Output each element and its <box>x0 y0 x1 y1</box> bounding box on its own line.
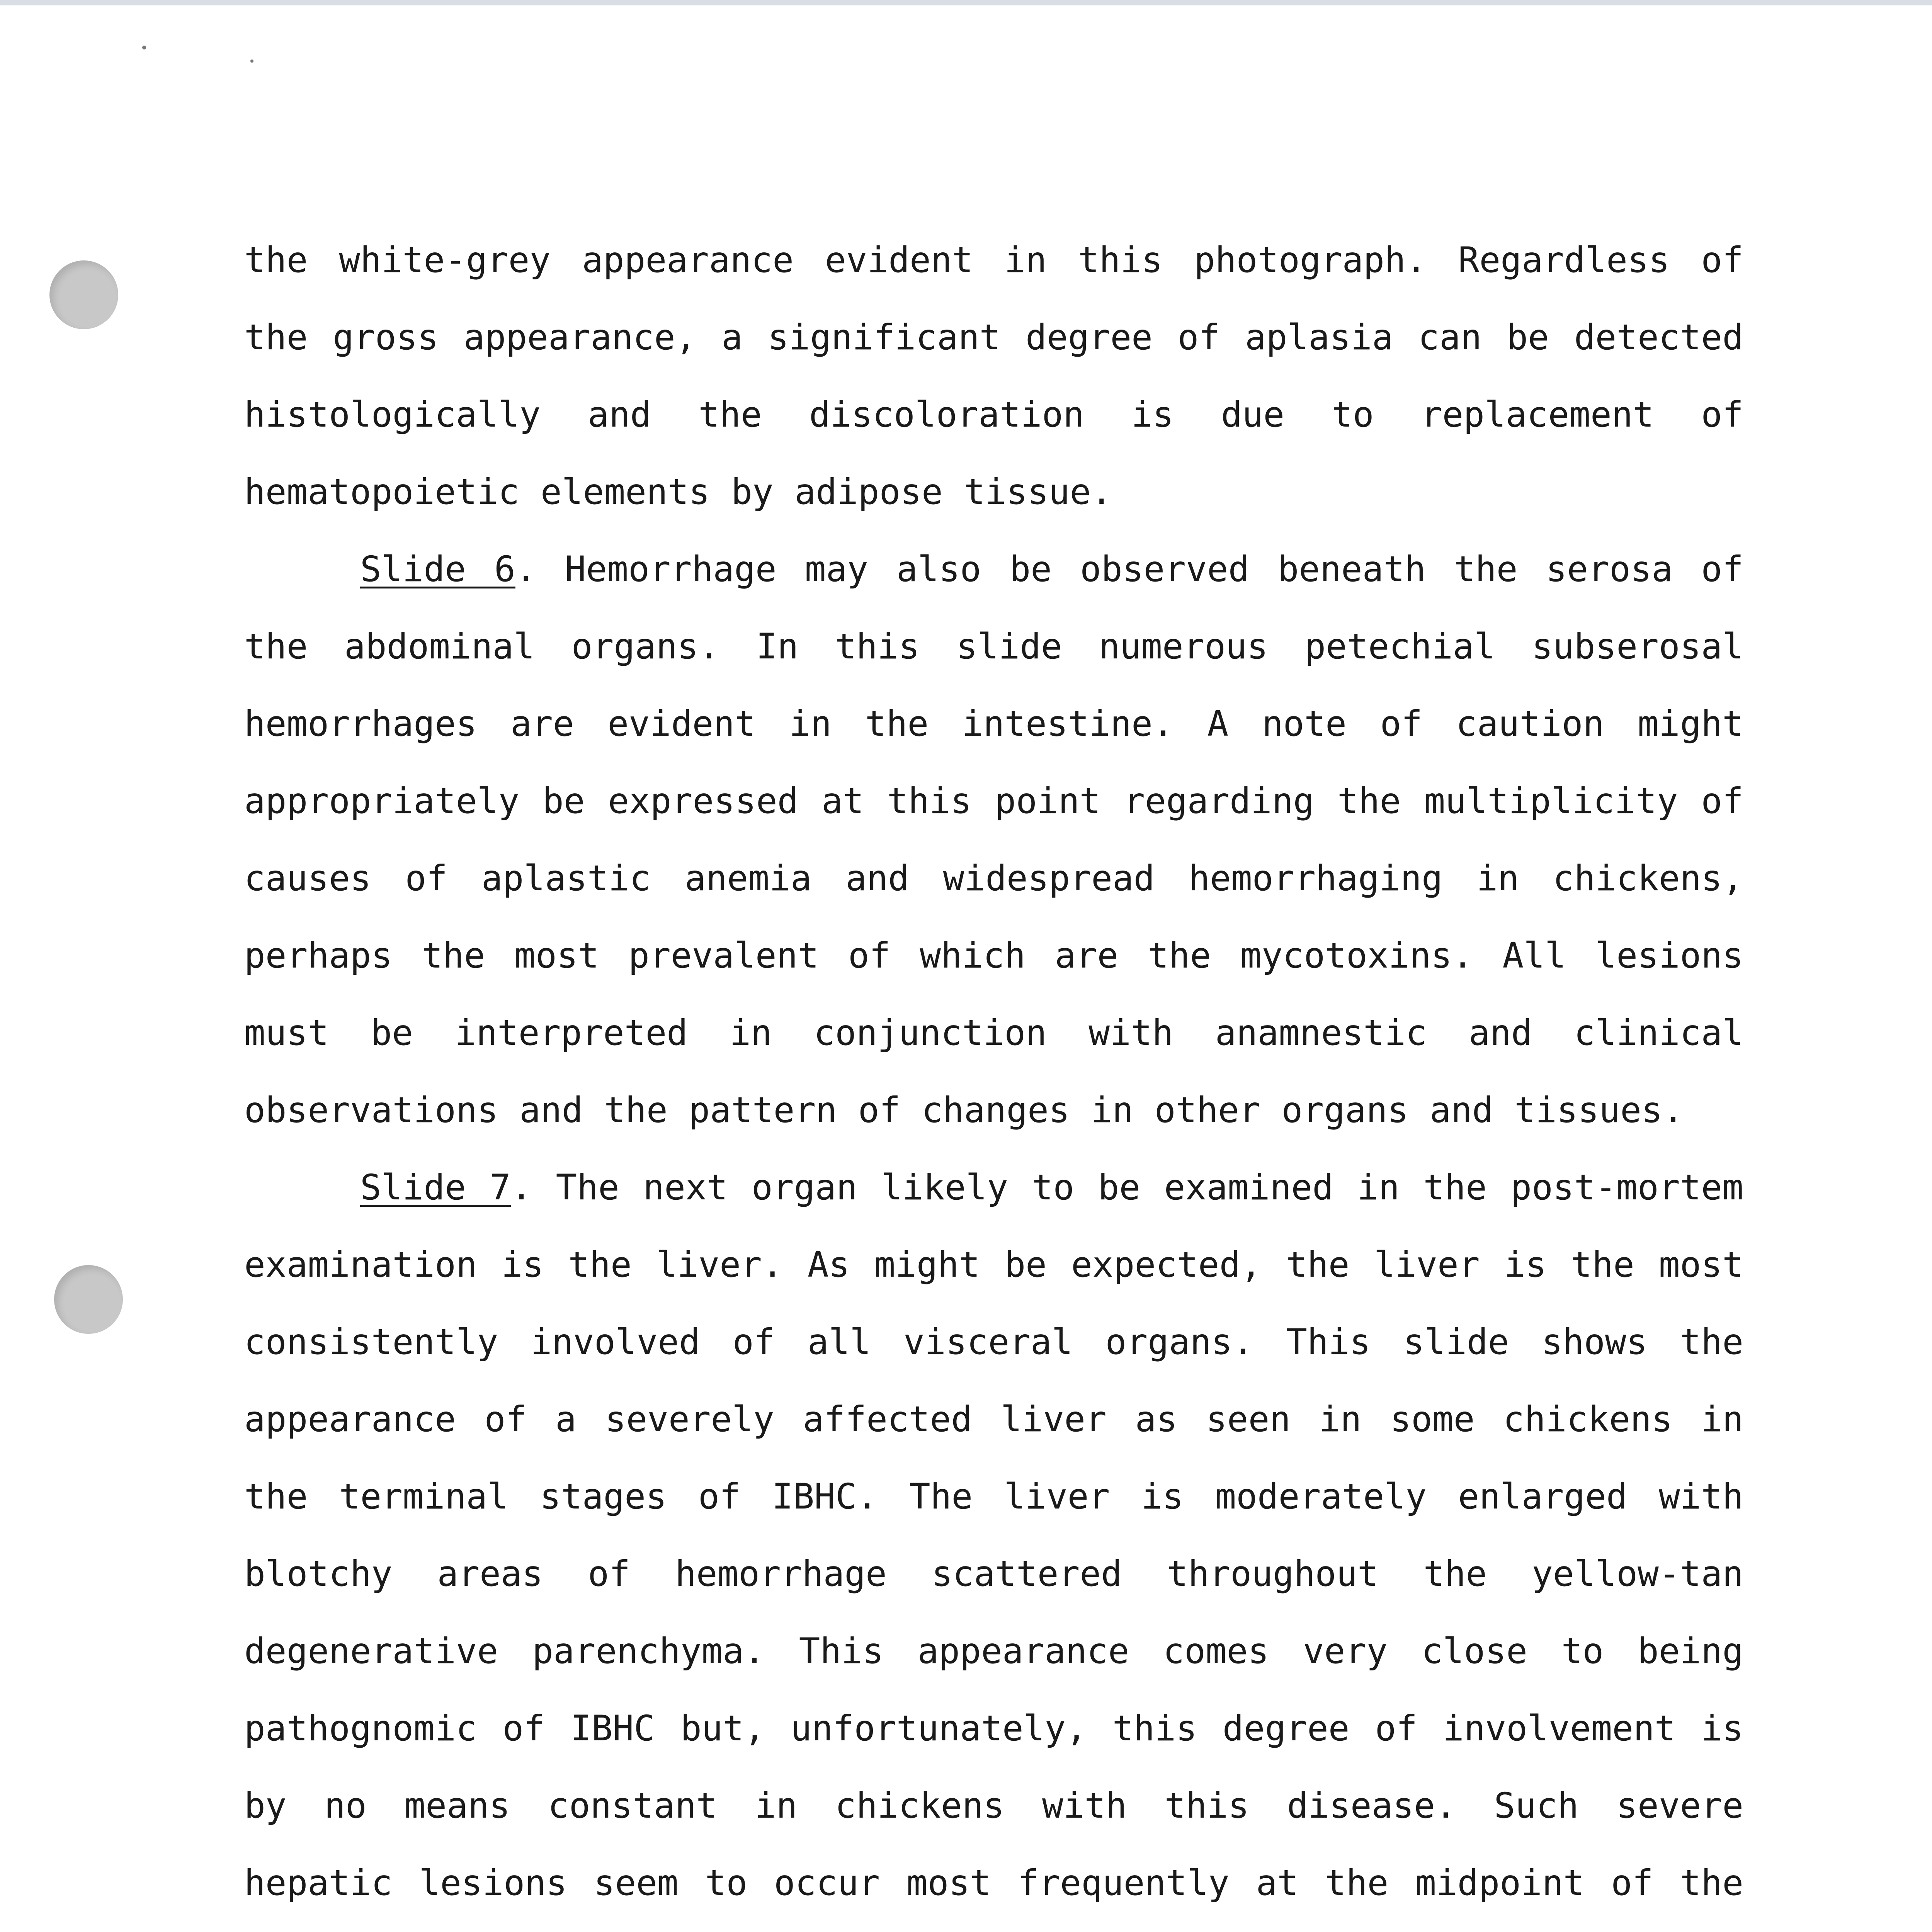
punch-hole-top <box>49 260 118 329</box>
slide-7-text: . The next organ likely to be examined in the post-mortem examination is the liver. As might be expected, the liver is the most consistently involved of all visceral organs. This slide shows the appearance of a severely affected liver as seen in some chickens in the terminal stages of IBHC. The liver is moderately enlarged with blotchy areas of hemorrhage scattered throughout the yellow-tan degenerative parenchyma. This appearance comes very close to being pathognomic of IBHC but, unfortunately, this degree of involvement is by no means constant in chickens with this disease. Such severe hepatic lesions seem to occur most frequently at the midpoint of the <box>244 1167 1743 1903</box>
paragraph-continuation: the white-grey appearance evident in this photograph. Regardless of the gross appearance, a significant degree of aplasia can be detected histologically and the discoloration is due to replacement of hematopoietic elements by adipose tissue. <box>244 240 1743 512</box>
slide-7-label: Slide 7 <box>360 1167 511 1208</box>
scan-speck <box>250 60 253 63</box>
punch-hole-middle <box>54 1265 123 1334</box>
paragraph-slide-6 <box>244 531 1743 1149</box>
slide-6-text: . Hemorrhage may also be observed beneath the serosa of the abdominal organs. In this slide numerous petechial subserosal hemorrhages are evident in the intestine. A note of caution might appropriately be expressed at this point regarding the multiplicity of causes of aplastic anemia and widespread hemorrhaging in chickens, perhaps the most prevalent of which are the mycotoxins. All lesions must be interpreted in conjunction with anamnestic and clinical observations and the pattern of changes in other organs and tissues. <box>244 549 1744 1131</box>
paragraph-slide-7 <box>244 1149 1743 1932</box>
slide-6-label: Slide 6 <box>360 549 515 590</box>
scan-speck <box>142 46 146 49</box>
body-text <box>244 222 1743 1932</box>
